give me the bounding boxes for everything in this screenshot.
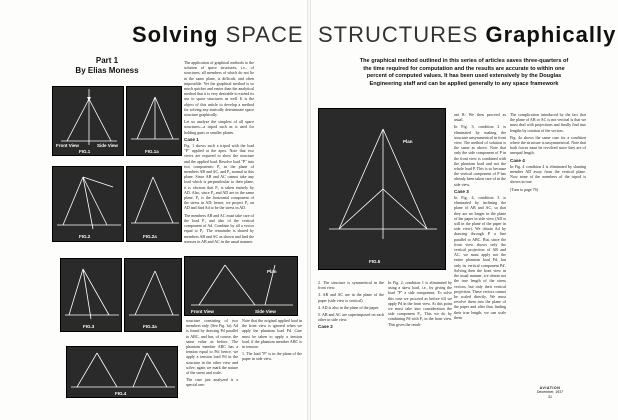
fig1-front-view-label: Front View [56, 143, 79, 148]
byline [62, 56, 152, 76]
text-column-5 [318, 280, 384, 331]
figure-3 [60, 258, 122, 332]
col1-para-2: Let us analyze the simplest of all space structures—a tripod such as is used for holding guns or smaller planes. [184, 119, 254, 135]
text-column-3 [454, 112, 506, 322]
figure-2 [52, 166, 124, 242]
figure-1 [52, 86, 124, 156]
figure-1a [126, 86, 182, 156]
col4-para-2: In Fig. 3, condition 2 is eliminated by making the structure unsymmetrical in front view. The method of solution is the same as above. Note that only the side component of P in the front view is combined with the phantom load and not the whole load P. This is so because the vertical component of P has already been taken care of in the side view. [454, 124, 506, 187]
magazine-name: AVIATION [539, 386, 561, 390]
headline-graphically: Graphically [485, 22, 617, 47]
author-name: By Elias Moness [75, 66, 139, 75]
text-column-6 [388, 280, 452, 329]
fig6-front-view-label: Front View [191, 309, 214, 314]
figure-2a [126, 166, 182, 242]
headline-left [132, 22, 304, 48]
fig4-caption: FIG.4 [115, 391, 127, 396]
col3b-para-1: In Fig. 2, condition 1 is eliminated by using a skew load, i.e., by giving the load "P" a side component. To solve this case we proceed as before till we apply Pd in the front view. At this point we must take into consideration the side component P₂. This we do by combining Pd with P₂ in the front view. This gives the result- [388, 280, 452, 327]
headline-solving: Solving [132, 22, 219, 47]
fig2-caption: FIG.2 [79, 234, 91, 239]
col3-para-1: 2. The structure is symmetrical in the front view. [318, 280, 384, 291]
fig2a-caption: FIG.2a [143, 234, 157, 239]
fig3-caption: FIG.3 [83, 324, 95, 329]
fig1a-caption: FIG.1a [145, 149, 159, 154]
part-number: Part 1 [95, 56, 119, 65]
fig1-caption: FIG.1 [79, 149, 91, 154]
figure-6 [184, 256, 298, 316]
headline-right [318, 22, 616, 48]
intro-deck: The graphical method outlined in this series of articles saves three-quarters of the time required for computation and the results are accurate to within one percent of computed values. It has been used extensively by the Douglas Engineering staff and can be applied generally to any space framework [359, 58, 569, 87]
col1-para-1: The application of graphical methods to the solution of space structures, i.e., of structures, all members of which do not lie in the same plane, is difficult, and often impossible. Yet the graphical method is so much quicker and easier than the analytical method that it is very desirable to extend its use to space structures as well. It is the object of this article to develop a method for solving any statically determinate space structure graphically. [184, 60, 254, 118]
col2-para-2: Note that the original applied load in the front view is ignored when we apply the phantom load Pd. Care must be taken to apply a tension load, if the phantom member ABC is in tension. [242, 318, 302, 350]
page-gutter [307, 0, 311, 420]
issue-date: December, 1937 [536, 390, 564, 395]
col2-para-4: 1. The load "P" is in the plane of the paper in side view. [242, 351, 302, 362]
fig6-side-view-label: Side View [255, 309, 276, 314]
fig6-plan-label: Plan [267, 269, 277, 274]
figure-4 [66, 346, 178, 398]
headline-space: SPACE [225, 22, 304, 47]
continued-note: (Turn to page 76) [510, 186, 538, 192]
col4-para-1: ant R. We then proceed as usual. [454, 112, 506, 123]
col3-para-3: 4. AD is also in the plane of the paper. [318, 304, 380, 310]
page-footer [520, 386, 580, 399]
fig3a-caption: FIG.3a [143, 324, 157, 329]
case4-heading: Case 4 [510, 157, 525, 163]
col2-para-1: structure consisting of two members only. (See Fig. 1a). Ad is found by drawing Pd parallel to ABC, and has, of course, the same value as before. The phantom member ABC has a tension equal to Pd; hence, we apply a tension load Pd in the structure in the other view and solve; again we mark the nature of the stress and scale. [186, 318, 238, 376]
col4b-para-1: In Fig. 4, condition 3 is eliminated by inclining the plane of AB and AC, so that they are no longer in the plane of the paper in side view (AD is still in the plane of the paper in side view). We obtain Ad by drawing through P a line parallel to ABC. But, since the front view shows only the vertical projection of AB and AC, we must apply not the entire phantom load Pd, but only its vertical component Pd'. Solving then the front view in the usual manner, we obtain not the true length of the stress vectors, but only their vertical projection. These vectors cannot be scaled directly. We must revolve them into the plane of the paper and after thus finding their true length, we can scale them. [454, 195, 506, 320]
col1b-para-1: Fig. 1 shows such a tripod with the load "P" applied at the apex. Note that two views are required to show the structure and the applied load. Resolve load "P" into two components: P₁ in the plane of members AB and AC, and P₂ normal to this plane. Since AB and AC cannot take any load which is perpendicular to their plane, it is obvious that P₂ is taken entirely by AD. Also, since P₂ and AD are in the same plane, P₂ is the horizontal component of the stress in AD; hence, we project P₂ on AD and find Ad to be the stress in AD. [184, 143, 254, 211]
case3-heading: Case 3 [454, 188, 469, 194]
headline-structures: STRUCTURES [318, 22, 479, 47]
col4b-para-2: The complication introduced by the fact that the plane of AB or AC is not vertical is that we must deal with projections and finally find true lengths by rotation of the vectors. [510, 112, 586, 133]
fig1-side-view-label: Side View [97, 143, 118, 148]
col1b-para-2: The members AB and AC must take care of the load P₁ and also of the vertical component of Ad. Combine by all a vector equal to P₁. The remainder is shared by members AB and AC as shown and find the stresses in AB and AC in the usual manner. [184, 212, 254, 244]
case1-heading: Case 1 [184, 136, 199, 142]
text-column-4 [510, 112, 586, 194]
col3-para-2: 3. AB and AC are in the plane of the paper (side view is vertical). [318, 292, 384, 303]
page-number: 31 [548, 394, 552, 399]
col3-para-4: 5. AB and AC are superimposed on each other in side view. [318, 312, 384, 323]
col2-para-3: The case just analyzed is a special one: [186, 377, 238, 388]
col4c-para-1: In Fig. 4 condition 4 is eliminated by slanting member AD away from the vertical plane. Now none of the members of the tripod is shown in true [510, 163, 586, 185]
case2-heading: Case 2 [318, 324, 333, 330]
text-column-2 [186, 318, 238, 390]
figure-5 [318, 108, 446, 270]
fig5-plan-label: Plan [403, 139, 413, 144]
col4b-para-3: Fig. 4a shows the same case for a condition where the structure is unsymmetrical. Note that both forces must be revolved since they are of unequal length. [510, 134, 586, 156]
figure-3a [124, 258, 182, 332]
text-column-2b [242, 318, 302, 364]
text-column-1 [184, 60, 254, 246]
fig5-caption: FIG.5 [369, 259, 381, 264]
